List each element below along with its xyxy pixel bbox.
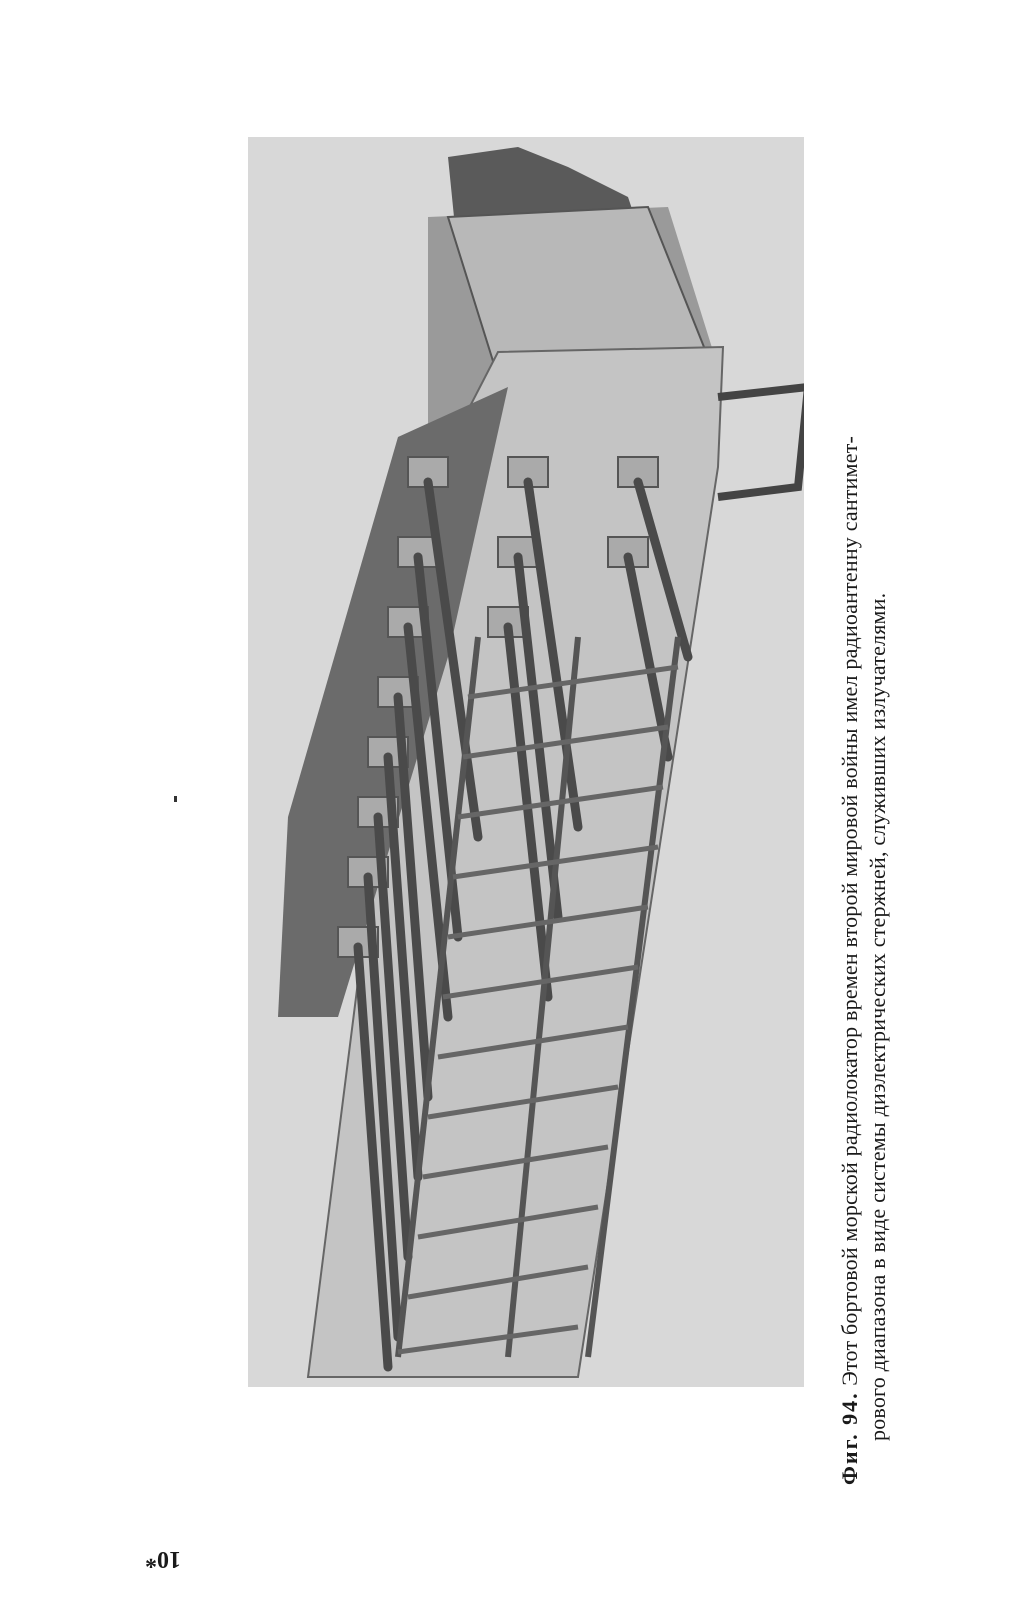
caption-text-1: Этот бортовой морской радиолокатор времен второй мировой войны имел радиоантенну сантимет-: [837, 435, 862, 1386]
figure-caption: [836, 105, 892, 1485]
page-number: 10*: [145, 1546, 181, 1572]
stray-ink-mark: [174, 796, 177, 802]
figure-label: Фиг. 94.: [837, 1391, 862, 1485]
caption-line-2: рового диапазона в виде системы диэлектрических стержней, служивших излучателями.: [865, 592, 890, 1441]
radar-antenna-illustration: [248, 137, 804, 1387]
radar-antenna-photo: [248, 137, 804, 1387]
caption-line-1: [836, 105, 864, 1485]
